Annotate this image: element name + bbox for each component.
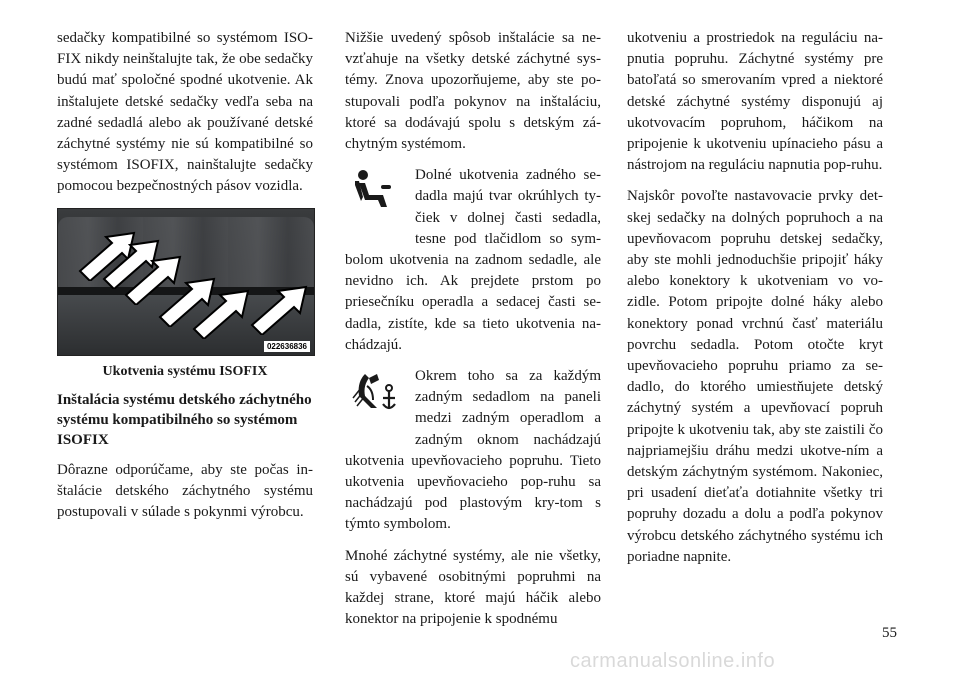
column-left (57, 28, 313, 533)
arrow-icon (192, 289, 252, 339)
child-seat-tether-anchor-icon (351, 368, 407, 432)
column-middle (345, 28, 601, 630)
paragraph: Najskôr povoľte nastavovacie prvky det-skej sedačky na dolných popruhoch a na upevňovacom popruhu detskej sedačky, aby ste mohli jednoduchšie pripojiť háky alebo konektory k ukotveniam vo vo-zidle. Potom pripojte dolné háky alebo konektory ponad vrchnú časť materiálu povrchu sedadla. Potom otočte kryt upevňovacieho popruhu priamo za se-dadlo, do ktorého umiestňujete detský záchytný systém a upevňovací popruh pripojte k ukotveniu tak, aby ste zaistili čo najpriamejšiu dráhu medzi ukotve-ním a detským záchytným systémom. Nakoniec, pri usadení dieťaťa dotiahnite všetky tri popruhy dozadu a dolu a podľa pokynov výrobcu detského záchytného systému ich poriadne napnite. (627, 188, 883, 565)
paragraph: Dolné ukotvenia zadného se-dadla majú tvar okrúhlych ty-čiek v dolnej časti sedadla, tesne pod tlačidlom so sym-bolom ukotvenia na zadnom sedadle, ale nevidno ich. Ak prejdete prstom po priesečníku operadla a sedacej časti se-dadla, zistíte, kde sa tieto ukotvenia na-chádzajú. (345, 167, 601, 353)
column-right (627, 28, 883, 578)
photo-caption: Ukotvenia systému ISOFIX (102, 363, 268, 379)
paragraph: Dôrazne odporúčame, aby ste počas in-štalácie detského záchytného systému postupovali v súlade s pokynmi výrobcu. (57, 461, 313, 521)
section-heading: Inštalácia systému detského záchytného systému kompatibilného so systémom ISOFIX (57, 391, 312, 448)
paragraph: sedačky kompatibilné so systémom ISO-FIX nikdy neinštalujte tak, že obe sedačky budú mať spoločné spodné ukotvenie. Ak inštalujete detské sedačky vedľa seba na zadné sedadlá alebo ak používané detské záchytné systémy nie sú kompatibilné so systémom ISOFIX, nainštalujte sedačky pomocou bezpečnostných pásov vozidla. (57, 30, 313, 195)
image-code: 022636836 (264, 341, 310, 352)
paragraph: Mnohé záchytné systémy, ale nie všetky, sú vybavené osobitnými popruhmi na každej strane, ktoré majú háčik alebo konektor na pripojenie k spodnému (345, 547, 601, 628)
paragraph: ukotveniu a prostriedok na reguláciu na-pnutia popruhu. Záchytné systémy pre batoľatá so smerovaním vpred a niektoré detské záchytné systémy disponujú aj ukotvovacím popruhom, háčikom na pripojenie k ukotveniu upínacieho pásu a nástrojom na reguláciu napnutia pop-ruhu. (627, 30, 883, 174)
watermark: carmanualsonline.info (570, 650, 776, 672)
child-seat-lower-anchor-icon (351, 167, 407, 231)
arrow-icon (250, 285, 310, 335)
isofix-anchors-photo (57, 208, 315, 356)
paragraph: Okrem toho sa za každým zadným sedadlom na paneli medzi zadným operadlom a zadným oknom nachádzajú ukotvenia upevňovacieho popruhu. Tieto ukotvenia upevňovacieho pop-ruhu sa nachádzajú pod plastovým kry-tom s týmto symbolom. (345, 368, 601, 533)
page-number: 55 (882, 625, 897, 641)
paragraph: Nižšie uvedený spôsob inštalácie sa ne-vzťahuje na všetky detské záchytné sys-témy. Znova upozorňujeme, aby ste po-stupovali podľa pokynov na inštaláciu, ktoré sa dodávajú spolu s detským zá-chytným systémom. (345, 30, 601, 153)
